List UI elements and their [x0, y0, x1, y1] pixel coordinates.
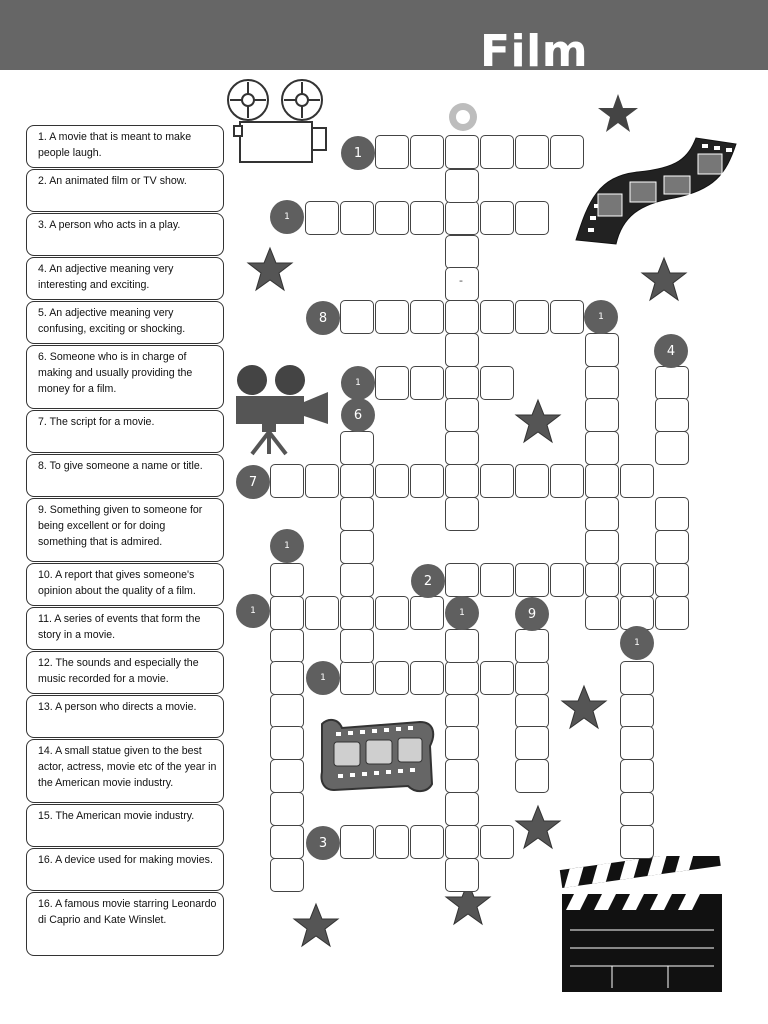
crossword-cell[interactable] — [480, 135, 514, 169]
clue-number-badge: 4 — [654, 334, 688, 368]
crossword-cell[interactable] — [270, 661, 304, 695]
crossword-cell[interactable] — [340, 300, 374, 334]
clue-11: 11. A series of events that form the story in a movie. — [26, 607, 224, 650]
crossword-cell[interactable] — [480, 366, 514, 400]
crossword-cell[interactable] — [445, 464, 479, 498]
crossword-cell[interactable] — [270, 759, 304, 793]
crossword-cell[interactable] — [445, 267, 479, 301]
crossword-cell[interactable] — [445, 235, 479, 269]
crossword-cell[interactable] — [270, 464, 304, 498]
clue-6: 6. Someone who is in charge of making and usually providing the money for a film. — [26, 345, 224, 409]
crossword-cell[interactable] — [515, 726, 549, 760]
crossword-cell[interactable] — [270, 726, 304, 760]
clue-number-badge: 1 — [584, 300, 618, 334]
crossword-cell[interactable] — [620, 464, 654, 498]
clue-14: 14. A small statue given to the best actor, actress, movie etc of the year in the American movie industry. — [26, 739, 224, 803]
crossword-cell[interactable] — [550, 464, 584, 498]
crossword-cell[interactable] — [620, 792, 654, 826]
crossword-cell[interactable] — [585, 530, 619, 564]
crossword-cell[interactable] — [445, 135, 479, 169]
crossword-cell[interactable] — [620, 759, 654, 793]
crossword-cell[interactable] — [550, 135, 584, 169]
clue-number-badge: 1 — [270, 200, 304, 234]
clue-9: 9. Something given to someone for being excellent or for doing something that is admired. — [26, 498, 224, 562]
crossword-cell[interactable] — [375, 596, 409, 630]
crossword-cell[interactable] — [480, 563, 514, 597]
clue-10: 10. A report that gives someone's opinion about the quality of a film. — [26, 563, 224, 606]
crossword-cell[interactable] — [270, 596, 304, 630]
crossword-cell[interactable] — [515, 563, 549, 597]
clue-number-badge: 8 — [306, 301, 340, 335]
crossword-cell[interactable] — [445, 431, 479, 465]
crossword-cell[interactable] — [375, 825, 409, 859]
crossword-cell[interactable] — [340, 661, 374, 695]
clue-number-badge: 1 — [306, 661, 340, 695]
crossword-cell[interactable] — [375, 135, 409, 169]
crossword-cell[interactable] — [445, 366, 479, 400]
crossword-cell[interactable] — [410, 661, 444, 695]
crossword-cell[interactable] — [445, 858, 479, 892]
crossword-cell[interactable] — [585, 497, 619, 531]
crossword-cell[interactable] — [445, 726, 479, 760]
crossword-cell[interactable] — [340, 464, 374, 498]
crossword-cell[interactable] — [655, 497, 689, 531]
crossword-cell[interactable] — [585, 398, 619, 432]
crossword-cell[interactable] — [480, 201, 514, 235]
crossword-cell[interactable] — [515, 135, 549, 169]
clue-15: 15. The American movie industry. — [26, 804, 224, 847]
crossword-cell[interactable] — [515, 464, 549, 498]
clue-number-badge: 7 — [236, 465, 270, 499]
crossword-cell[interactable] — [410, 300, 444, 334]
clue-number-badge: 1 — [620, 626, 654, 660]
crossword-cell[interactable] — [655, 431, 689, 465]
crossword-cell[interactable] — [270, 629, 304, 663]
crossword-cell[interactable] — [655, 563, 689, 597]
clue-number-badge: 1 — [236, 594, 270, 628]
clue-7: 7. The script for a movie. — [26, 410, 224, 453]
crossword-cell[interactable] — [480, 300, 514, 334]
clue-number-badge: 3 — [306, 826, 340, 860]
crossword-cell[interactable] — [410, 596, 444, 630]
crossword-cell[interactable] — [620, 694, 654, 728]
clue-number-badge: 1 — [445, 596, 479, 630]
clue-16: 16. A device used for making movies. — [26, 848, 224, 891]
crossword-cell[interactable] — [515, 661, 549, 695]
crossword-cell[interactable] — [445, 333, 479, 367]
clue-17: 16. A famous movie starring Leonardo di Caprio and Kate Winslet. — [26, 892, 224, 956]
clue-3: 3. A person who acts in a play. — [26, 213, 224, 256]
crossword-cell[interactable] — [340, 201, 374, 235]
crossword-cell[interactable] — [340, 825, 374, 859]
crossword-cell[interactable] — [340, 530, 374, 564]
crossword-cell[interactable] — [445, 694, 479, 728]
clue-number-badge: 1 — [270, 529, 304, 563]
crossword-cell[interactable] — [445, 629, 479, 663]
crossword-cell[interactable] — [445, 563, 479, 597]
crossword-cell[interactable] — [445, 497, 479, 531]
crossword-cell[interactable] — [620, 726, 654, 760]
crossword-cell[interactable] — [410, 464, 444, 498]
crossword-cell[interactable] — [445, 398, 479, 432]
crossword-cell[interactable] — [480, 825, 514, 859]
clue-number-badge: 6 — [341, 398, 375, 432]
crossword-cell[interactable] — [585, 333, 619, 367]
crossword-cell[interactable] — [655, 366, 689, 400]
crossword-cell[interactable] — [515, 201, 549, 235]
crossword-cell[interactable] — [340, 563, 374, 597]
clue-number-badge: 9 — [515, 597, 549, 631]
crossword-cell[interactable] — [445, 792, 479, 826]
crossword-cell[interactable] — [515, 694, 549, 728]
crossword-cell[interactable] — [515, 300, 549, 334]
crossword-cell[interactable] — [445, 300, 479, 334]
crossword-cell[interactable] — [375, 661, 409, 695]
crossword-cell[interactable] — [410, 366, 444, 400]
crossword-cell[interactable] — [550, 300, 584, 334]
crossword-cell[interactable] — [305, 201, 339, 235]
clue-number-badge: 2 — [411, 564, 445, 598]
crossword-cell[interactable] — [620, 596, 654, 630]
clue-4: 4. An adjective meaning very interesting and exciting. — [26, 257, 224, 300]
crossword-cell[interactable] — [270, 858, 304, 892]
crossword-cell[interactable] — [620, 825, 654, 859]
crossword-cell[interactable] — [305, 596, 339, 630]
crossword-cell[interactable] — [445, 169, 479, 203]
crossword-cell[interactable] — [620, 563, 654, 597]
clue-number-badge: 1 — [341, 136, 375, 170]
crossword-cell[interactable] — [410, 825, 444, 859]
crossword-cell[interactable] — [340, 431, 374, 465]
crossword-cell[interactable] — [270, 825, 304, 859]
crossword-cell[interactable] — [585, 596, 619, 630]
crossword-cell[interactable] — [620, 661, 654, 695]
crossword-cell[interactable] — [340, 629, 374, 663]
crossword-cell[interactable] — [410, 135, 444, 169]
page-title: Film — [480, 26, 589, 77]
clue-number-badge: 1 — [341, 366, 375, 400]
crossword-cell[interactable] — [585, 366, 619, 400]
crossword-cell[interactable] — [550, 563, 584, 597]
clue-8: 8. To give someone a name or title. — [26, 454, 224, 497]
crossword-cell[interactable] — [270, 792, 304, 826]
crossword-cell[interactable] — [480, 661, 514, 695]
crossword-cell[interactable] — [445, 201, 479, 235]
crossword-cell[interactable] — [585, 563, 619, 597]
crossword-cell[interactable] — [340, 596, 374, 630]
crossword-cell[interactable] — [655, 398, 689, 432]
clue-1: 1. A movie that is meant to make people laugh. — [26, 125, 224, 168]
crossword-cell[interactable] — [445, 825, 479, 859]
crossword-cell[interactable] — [655, 596, 689, 630]
clue-2: 2. An animated film or TV show. — [26, 169, 224, 212]
crossword-cell[interactable] — [515, 759, 549, 793]
crossword-cell[interactable] — [515, 629, 549, 663]
crossword-cell[interactable] — [270, 563, 304, 597]
crossword-cell[interactable] — [445, 661, 479, 695]
crossword-cell[interactable] — [585, 464, 619, 498]
crossword-cell[interactable] — [375, 201, 409, 235]
crossword-cell[interactable] — [375, 300, 409, 334]
clue-13: 13. A person who directs a movie. — [26, 695, 224, 738]
crossword-cell[interactable] — [375, 464, 409, 498]
clue-12: 12. The sounds and especially the music recorded for a movie. — [26, 651, 224, 694]
crossword-cell[interactable] — [375, 366, 409, 400]
crossword-cell[interactable] — [480, 464, 514, 498]
crossword-cell[interactable] — [270, 694, 304, 728]
crossword-cell[interactable] — [340, 497, 374, 531]
crossword-cell[interactable] — [305, 464, 339, 498]
crossword-cell[interactable] — [410, 201, 444, 235]
crossword-cell[interactable] — [445, 759, 479, 793]
crossword-cell[interactable] — [585, 431, 619, 465]
clue-5: 5. An adjective meaning very confusing, exciting or shocking. — [26, 301, 224, 344]
crossword-cell[interactable] — [655, 530, 689, 564]
